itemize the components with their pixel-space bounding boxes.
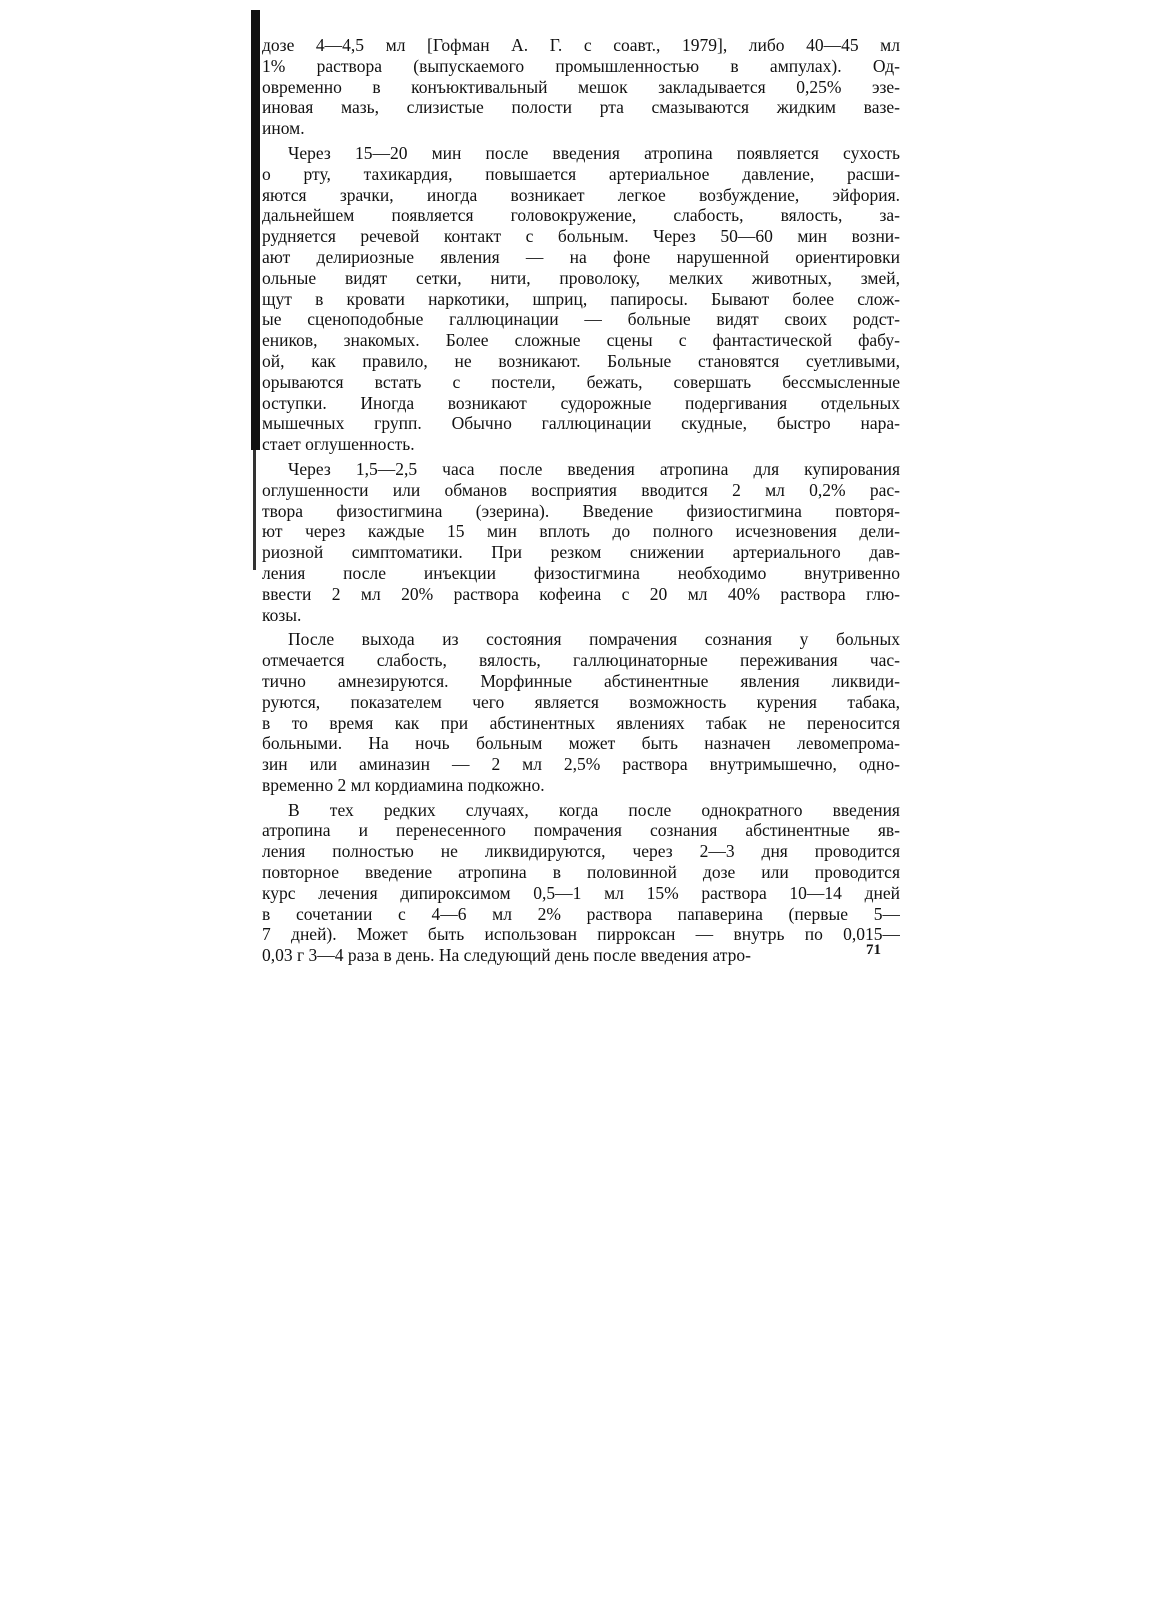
- text-line: В тех редких случаях, когда после однократного введения: [288, 799, 900, 820]
- text-line: оступки. Иногда возникают судорожные подергивания отдельных: [262, 392, 900, 413]
- text-line: дальнейшем появляется головокружение, слабость, вялость, за-: [262, 205, 900, 226]
- text-line: твора физостигмина (эзерина). Введение физиостигмина повторя-: [262, 500, 900, 521]
- text-line: овременно в конъюктивальный мешок закладывается 0,25% эзе-: [262, 76, 900, 97]
- text-line: орываются встать с постели, бежать, совершать бессмысленные: [262, 371, 900, 392]
- text-line: атропина и перенесенного помрачения сознания абстинентные яв-: [262, 820, 900, 841]
- body-text: [262, 35, 900, 966]
- text-line: руются, показателем чего является возможность курения табака,: [262, 691, 900, 712]
- text-line: в то время как при абстинентных явлениях табак не переносится: [262, 712, 900, 733]
- text-line: ают делириозные явления — на фоне нарушенной ориентировки: [262, 246, 900, 267]
- text-line: о рту, тахикардия, повышается артериальное давление, расши-: [262, 163, 900, 184]
- text-line: козы.: [262, 604, 302, 625]
- text-line: ольные видят сетки, нити, проволоку, мелких животных, змей,: [262, 267, 900, 288]
- paragraph: [262, 800, 900, 966]
- text-line: дозе 4—4,5 мл [Гофман А. Г. с соавт., 1979], либо 40—45 мл: [262, 35, 900, 55]
- text-line: Через 15—20 мин после введения атропина появляется сухость: [288, 142, 900, 163]
- text-line: отмечается слабость, вялость, галлюцинаторные переживания час-: [262, 650, 900, 671]
- text-line: 1% раствора (выпускаемого промышленностью в ампулах). Од-: [262, 55, 900, 76]
- text-line: ления после инъекции физостигмина необходимо внутривенно: [262, 562, 900, 583]
- text-line: иновая мазь, слизистые полости рта смазываются жидким вазе-: [262, 97, 900, 118]
- text-line: риозной симптоматики. При резком снижении артериального дав-: [262, 542, 900, 563]
- text-line: 0,03 г 3—4 раза в день. На следующий день после введения атро-: [262, 945, 751, 966]
- paragraph: [262, 35, 900, 139]
- text-line: оглушенности или обманов восприятия вводится 2 мл 0,2% рас-: [262, 479, 900, 500]
- text-line: яются зрачки, иногда возникает легкое возбуждение, эйфория.: [262, 184, 900, 205]
- text-line: После выхода из состояния помрачения сознания у больных: [288, 629, 900, 650]
- text-line: тично амнезируются. Морфинные абстинентные явления ликвиди-: [262, 670, 900, 691]
- scan-edge-shadow: [251, 10, 260, 450]
- text-line: еников, знакомых. Более сложные сцены с фантастической фабу-: [262, 330, 900, 351]
- text-line: временно 2 мл кордиамина подкожно.: [262, 774, 545, 795]
- scan-edge-shadow-thin: [253, 450, 256, 570]
- paragraph: [262, 459, 900, 625]
- paragraph: [262, 143, 900, 455]
- text-line: в сочетании с 4—6 мл 2% раствора папаверина (первые 5—: [262, 903, 900, 924]
- text-line: ления полностью не ликвидируются, через 2—3 дня проводится: [262, 841, 900, 862]
- text-line: повторное введение атропина в половинной дозе или проводится: [262, 862, 900, 883]
- text-line: ют через каждые 15 мин вплоть до полного исчезновения дели-: [262, 521, 900, 542]
- text-line: ой, как правило, не возникают. Больные становятся суетливыми,: [262, 350, 900, 371]
- page-number: 71: [866, 942, 881, 958]
- text-line: щут в кровати наркотики, шприц, папиросы. Бывают более слож-: [262, 288, 900, 309]
- text-line: ввести 2 мл 20% раствора кофеина с 20 мл 40% раствора глю-: [262, 583, 900, 604]
- text-line: мышечных групп. Обычно галлюцинации скудные, быстро нара-: [262, 413, 900, 434]
- text-line: зин или аминазин — 2 мл 2,5% раствора внутримышечно, одно-: [262, 754, 900, 775]
- text-line: рудняется речевой контакт с больным. Через 50—60 мин возни-: [262, 226, 900, 247]
- paragraph: [262, 629, 900, 795]
- text-line: Через 1,5—2,5 часа после введения атропина для купирования: [288, 458, 900, 479]
- text-line: ые сценоподобные галлюцинации — больные видят своих родст-: [262, 309, 900, 330]
- text-line: курс лечения дипироксимом 0,5—1 мл 15% раствора 10—14 дней: [262, 882, 900, 903]
- text-line: больными. На ночь больным может быть назначен левомепрома-: [262, 733, 900, 754]
- text-line: 7 дней). Может быть использован пирроксан — внутрь по 0,015—: [262, 924, 900, 945]
- text-line: ином.: [262, 118, 305, 139]
- text-line: стает оглушенность.: [262, 434, 415, 455]
